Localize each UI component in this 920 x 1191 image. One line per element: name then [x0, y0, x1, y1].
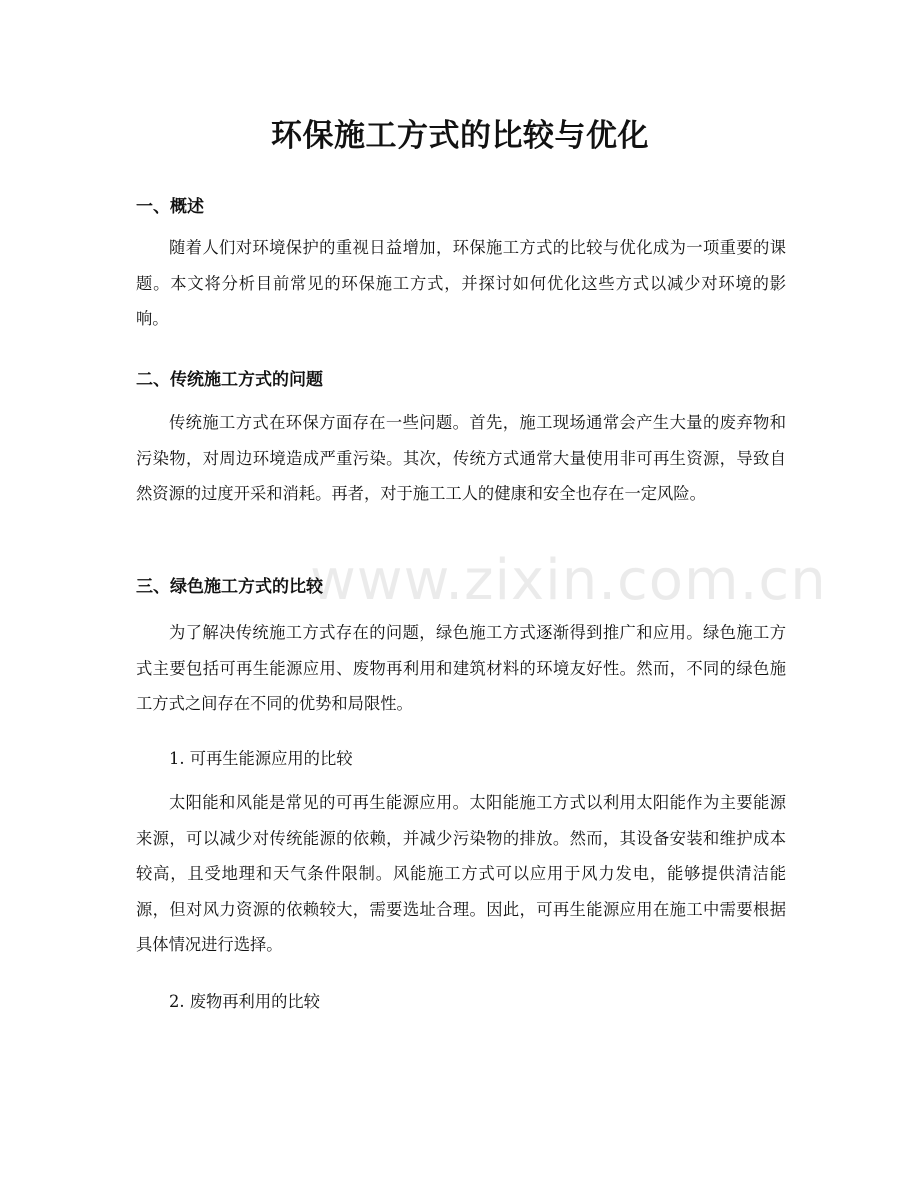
section-heading-overview: 一、概述	[136, 197, 204, 217]
subsection-label-waste-reuse: 2. 废物再利用的比较	[169, 992, 320, 1011]
section-paragraph-traditional: 传统施工方式在环保方面存在一些问题。首先，施工现场通常会产生大量的废弃物和污染物，对周边环境造成严重污染。其次，传统方式通常大量使用非可再生资源，导致自然资源的过度开采和消耗。再者，对于施工工人的健康和安全也存在一定风险。	[136, 413, 786, 503]
section-paragraph-green: 为了解决传统施工方式存在的问题，绿色施工方式逐渐得到推广和应用。绿色施工方式主要包括可再生能源应用、废物再利用和建筑材料的环境友好性。然而，不同的绿色施工方式之间存在不同的优势和局限性。	[136, 623, 786, 713]
section-heading-green: 三、绿色施工方式的比较	[136, 577, 323, 597]
section-paragraph-overview: 随着人们对环境保护的重视日益增加，环保施工方式的比较与优化成为一项重要的课题。本文将分析目前常见的环保施工方式，并探讨如何优化这些方式以减少对环境的影响。	[136, 238, 786, 328]
subsection-paragraph-renewable: 太阳能和风能是常见的可再生能源应用。太阳能施工方式以利用太阳能作为主要能源来源，可以减少对传统能源的依赖，并减少污染物的排放。然而，其设备安装和维护成本较高，且受地理和天气条件限制。风能施工方式可以应用于风力发电，能够提供清洁能源，但对风力资源的依赖较大，需要选址合理。因此，可再生能源应用在施工中需要根据具体情况进行选择。	[136, 793, 786, 954]
document-title: 环保施工方式的比较与优化	[271, 118, 649, 154]
section-heading-traditional: 二、传统施工方式的问题	[136, 370, 323, 390]
subsection-label-renewable: 1. 可再生能源应用的比较	[169, 749, 353, 768]
watermark: www.zixin.com.cn	[310, 548, 827, 613]
